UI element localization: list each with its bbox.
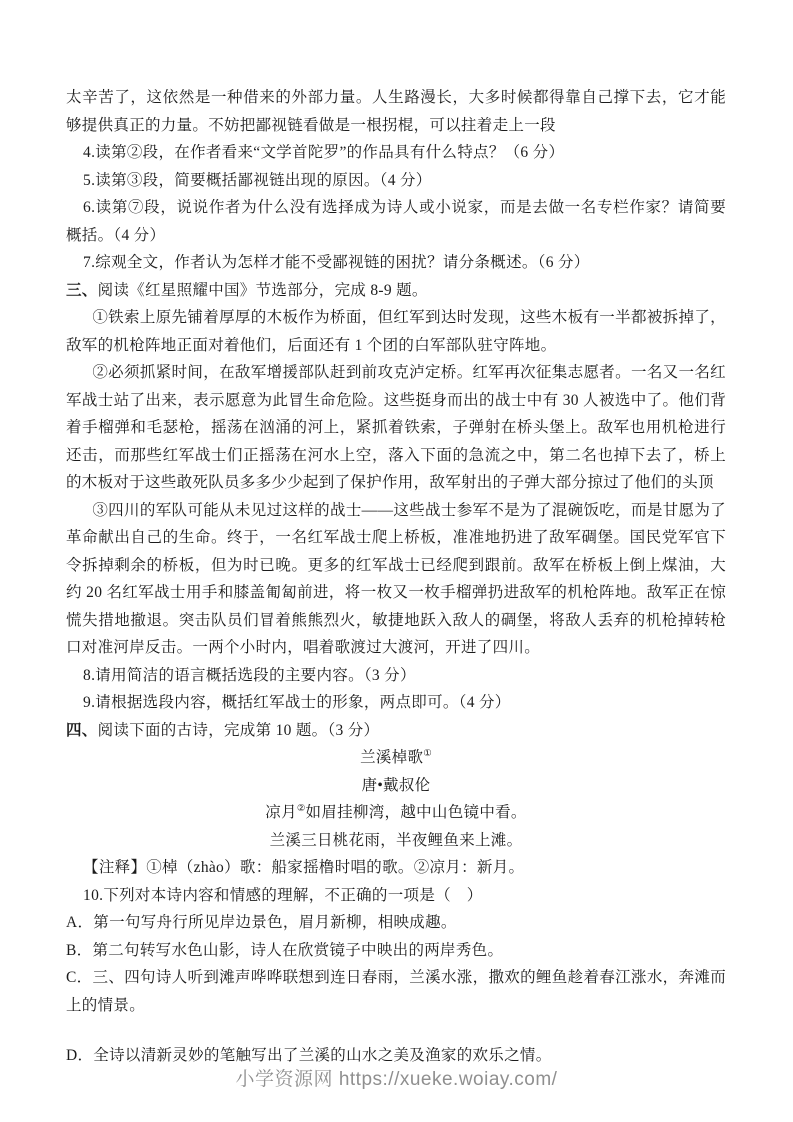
question-10: 10.下列对本诗内容和情感的理解，不正确的一项是（ ） — [83, 886, 483, 904]
section-three-title: 阅读《红星照耀中国》节选部分，完成 8-9 题。 — [97, 281, 428, 299]
question-8: 8.请用简洁的语言概括选段的主要内容。（3 分） — [83, 666, 416, 684]
question-6: 6.读第⑦段，说说作者为什么没有选择成为诗人或小说家，而是去做一名专栏作家？请简要概括。（4 分） — [66, 199, 726, 244]
section-four-header — [66, 717, 726, 745]
excerpt-paragraph-3: ③四川的军队可能从未见过这样的战士——这些战士参军不是为了混碗饭吃，而是甘愿为了革命献出自己的生命。终于，一名红军战士爬上桥板，准准地扔进了敌军碉堡。国民党军官下令拆掉剩余的桥板，但为时已晚。更多的红军战士已经爬到跟前。敌军在桥板上倒上煤油，大约 20 名红军战士用手和膝盖匍匐前进，将一枚又一枚手榴弹扔进敌军的机枪阵地。敌军正在惊慌失措地撤退。突击队员们冒着熊熊烈火，敏捷地跃入敌人的碉堡，将敌人丢弃的机枪掉转枪口对准河岸反击。一两个小时内，唱着歌渡过大渡河，开进了四川。 — [66, 501, 726, 656]
section-three-number: 三、 — [66, 281, 98, 299]
excerpt-paragraph-1: ①铁索上原先铺着厚厚的木板作为桥面，但红军到达时发现，这些木板有一半都被拆掉了，敌军的机枪阵地正面对着他们，后面还有 1 个团的白军部队驻守阵地。 — [66, 309, 726, 354]
poem-title — [66, 744, 726, 772]
section-four-number: 四、 — [66, 721, 98, 739]
question-7: 7.综观全文，作者认为怎样才能不受鄙视链的困扰？请分条概述。（6 分） — [83, 254, 590, 271]
watermark-text: 小学资源网 https://xueke.woiay.com/ — [235, 1069, 558, 1090]
excerpt-paragraph-2: ②必须抓紧时间，在敌军增援部队赶到前攻克泸定桥。红军再次征集志愿者。一名又一名红军战士站了出来，表示愿意为此冒生命危险。这些挺身而出的战士中有 30 人被选中了。他们背着手榴弹和毛瑟枪，摇荡在汹涌的河上，紧抓着铁索，子弹射在桥头堡上。敌军也用机枪进行还击，而那些红军战士们正摇荡在河水上空，落入下面的急流之中，第二名也掉下去了，桥上的木板对于这些敢死队员多多少少起到了保护作用，敌军射出的子弹大部分掠过了他们的头顶 — [66, 364, 726, 491]
watermark-footer — [0, 1064, 793, 1091]
poem-notes: 【注释】①棹（zhào）歌：船家摇橹时唱的歌。②凉月：新月。 — [83, 859, 525, 876]
choice-option-a: A．第一句写舟行所见岸边景色，眉月新柳，相映成趣。 — [66, 914, 457, 931]
question-9: 9.请根据选段内容，概括红军战士的形象，两点即可。（4 分） — [83, 694, 511, 711]
poem-line-2: 兰溪三日桃花雨，半夜鲤鱼来上滩。 — [269, 831, 523, 849]
poem-title-note-marker: ① — [423, 748, 432, 759]
question-5: 5.读第③段，简要概括鄙视链出现的原因。（4 分） — [83, 171, 432, 189]
choice-option-c: C．三、四句诗人听到滩声哗哗联想到连日春雨，兰溪水涨，撒欢的鲤鱼趁着春江涨水，奔滩而上的情景。 — [66, 969, 726, 1014]
exam-content — [66, 84, 726, 1070]
intro-paragraph: 太辛苦了，这依然是一种借来的外部力量。人生路漫长，大多时候都得靠自己撑下去，它才能够提供真正的力量。不妨把鄙视链看做是一根拐棍，可以拄着走上一段 — [66, 89, 726, 134]
poem-line-1-note-marker: ② — [296, 803, 306, 814]
section-three-header — [66, 277, 726, 305]
choice-option-b: B．第二句转写水色山影，诗人在欣赏镜子中映出的两岸秀色。 — [66, 941, 504, 959]
poem-line-1 — [66, 799, 726, 827]
poem-line-1-head: 凉月 — [265, 804, 297, 821]
poem-author: 唐•戴叔伦 — [361, 776, 431, 794]
poem-line-1-tail: 如眉挂柳湾，越中山色镜中看。 — [305, 804, 527, 821]
choice-option-d: D．全诗以清新灵妙的笔触写出了兰溪的山水之美及渔家的欢乐之情。 — [66, 1047, 552, 1064]
poem-title-text: 兰溪棹歌 — [360, 749, 424, 766]
question-4: 4.读第②段，在作者看来“文学首陀罗”的作品具有什么特点？（6 分） — [83, 144, 565, 161]
section-four-title: 阅读下面的古诗，完成第 10 题。（3 分） — [97, 721, 380, 739]
